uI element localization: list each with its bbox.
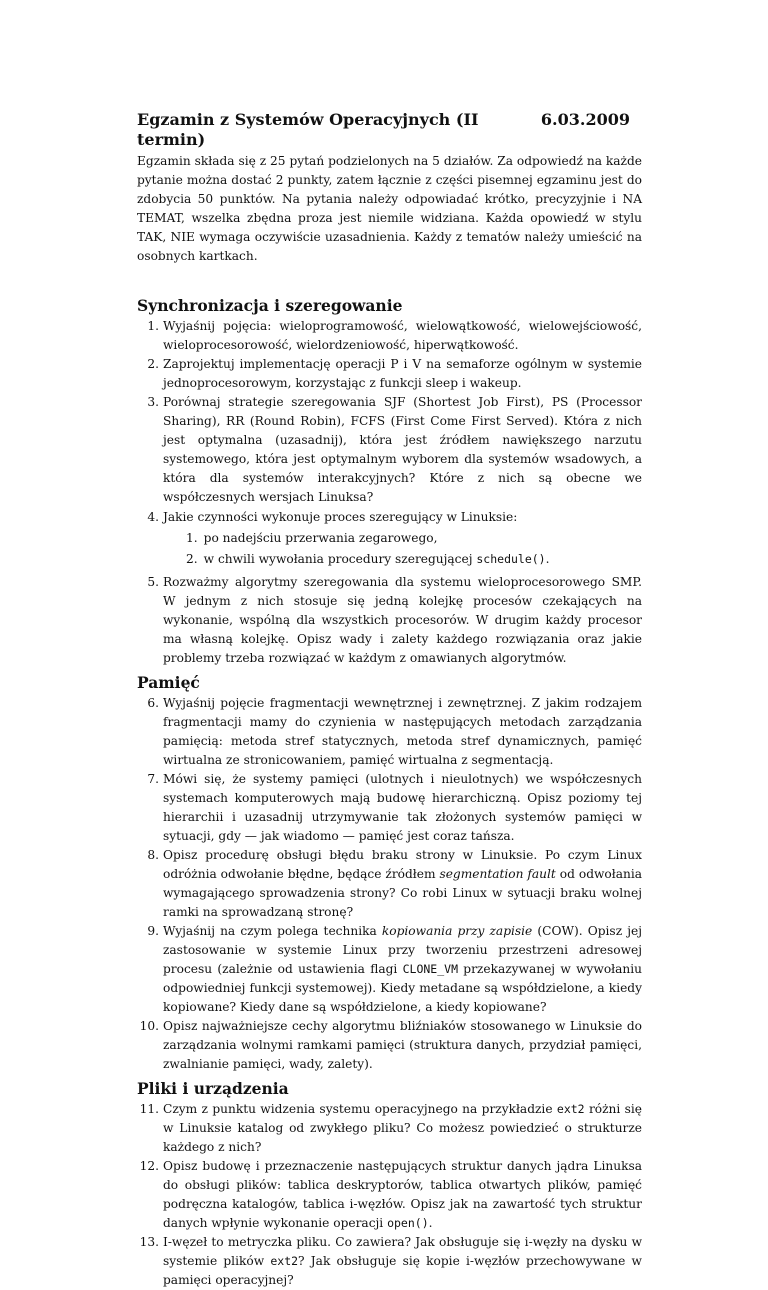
question-number: 11. — [139, 1102, 159, 1116]
question-text: Porównaj strategie szeregowania SJF (Shortest Job First), PS (Processor Sharing), RR (Round Robin), FCFS (First Come First Served). Która z nich jest optymalna (uzasadnij), która jest źródłem nawiększego narzutu systemowego, która jest optymalnym wyborem dla systemów wsadowych, a która dla systemów interakcyjnych? Które z nich są obecne we współczesnych wersjach Linuksa? — [163, 395, 642, 505]
question-4-sub-1 — [186, 529, 437, 548]
question-4-sub-2 — [186, 550, 550, 569]
text-part: ? Jak obsługuje się kopie i-węzłów przechowywane w pamięci operacyjnej? — [163, 1254, 642, 1288]
code-snippet: ext2 — [270, 1254, 299, 1269]
code-snippet: ext2 — [556, 1102, 585, 1116]
question-number: 2. — [147, 357, 159, 371]
question-8 — [137, 846, 642, 922]
question-text: Opisz najważniejsze cechy algorytmu bliźniaków stosowanego w Linuksie do zarządzania wolnymi ramkami pamięci (struktura danych, przydział pamięci, zwalnianie pamięci, wady, zalety). — [163, 1019, 642, 1072]
question-text — [163, 1233, 642, 1290]
section-title-memory: Pamięć — [137, 673, 200, 692]
sub-number: 2. — [186, 552, 198, 566]
sub-text-end: . — [545, 552, 550, 566]
question-text: Jakie czynności wykonuje proces szeregujący w Linuksie: — [163, 510, 518, 524]
text-part: Czym z punktu widzenia systemu operacyjnego na przykładzie — [163, 1102, 557, 1116]
question-1 — [137, 317, 642, 355]
text-part: Wyjaśnij na czym polega technika — [163, 924, 382, 938]
text-part: . — [428, 1216, 433, 1231]
question-4 — [137, 508, 642, 527]
question-text — [163, 1157, 642, 1233]
question-number: 6. — [147, 696, 159, 710]
text-part: przekazywanej w wywołaniu odpowiedniej funkcji systemowej). Kiedy metadane są współdzielone, a kiedy kopiowane? Kiedy dane są współdzielone, a kiedy kopiowane? — [163, 962, 642, 1015]
text-part: (COW). Opisz jej zastosowanie w systemie Linux przy tworzeniu przestrzeni adresowej procesu (zależnie od ustawienia flagi — [163, 924, 642, 977]
question-number: 13. — [139, 1235, 159, 1249]
text-part: różni się w Linuksie katalog od zwykłego pliku? Co możesz powiedzieć o strukturze każdego z nich? — [163, 1102, 642, 1155]
question-11 — [137, 1100, 642, 1157]
term-copy-on-write: kopiowania przy zapisie — [381, 924, 533, 938]
question-number: 5. — [147, 575, 159, 589]
question-5 — [137, 573, 642, 668]
sub-text: w chwili wywołania procedury szeregującej — [203, 552, 477, 566]
sub-number: 1. — [186, 531, 198, 545]
question-text: Zaprojektuj implementację operacji P i V na semaforze ogólnym w systemie jednoprocesorowym, korzystając z funkcji sleep i wakeup. — [163, 357, 642, 391]
text-part: I-węzeł to metryczka pliku. Co zawiera? Jak obsługuje się i-węzły na dysku w systemie plików — [163, 1235, 642, 1269]
intro-paragraph: Egzamin składa się z 25 pytań podzielonych na 5 działów. Za odpowiedź na każde pytanie można dostać 2 punkty, zatem łącznie z części pisemnej egzaminu jest do zdobycia 50 punktów. Na pytania należy odpowiadać krótko, precyzyjnie i NA TEMAT, wszelka zbędna proza jest niemile widziana. Każda opowiedź w stylu TAK, NIE wymaga oczywiście uzasadnienia. Każdy z tematów należy umieścić na osobnych kartkach. — [137, 154, 642, 264]
question-text — [163, 846, 642, 922]
section-title-files: Pliki i urządzenia — [137, 1079, 289, 1098]
question-text — [163, 922, 642, 1017]
question-7 — [137, 770, 642, 846]
question-9 — [137, 922, 642, 1017]
question-number: 1. — [147, 319, 159, 333]
section-title-synchronization: Synchronizacja i szeregowanie — [137, 296, 403, 315]
question-number: 10. — [139, 1019, 159, 1033]
question-number: 4. — [147, 510, 159, 524]
question-number: 12. — [139, 1159, 159, 1173]
question-number: 9. — [147, 924, 159, 938]
exam-title: Egzamin z Systemów Operacyjnych (II termin) — [137, 110, 479, 149]
code-schedule: schedule() — [476, 552, 546, 566]
question-number: 3. — [147, 395, 159, 409]
code-snippet: open() — [387, 1216, 429, 1231]
question-text: Wyjaśnij pojęcia: wieloprogramowość, wielowątkowość, wielowejściowość, wieloprocesorowość, wielordzeniowość, hiperwątkowość. — [163, 319, 642, 353]
question-3 — [137, 393, 642, 508]
question-2 — [137, 355, 642, 393]
text-part: Opisz procedurę obsługi błędu braku strony w Linuksie. Po czym Linux odróżnia odwołanie błędne, będące źródłem — [163, 848, 642, 882]
question-6 — [137, 694, 642, 770]
text-part: od odwołania wymagającego sprowadzenia strony? Co robi Linux w sytuacji braku wolnej ramki na sprowadzaną stronę? — [163, 867, 642, 920]
question-13 — [137, 1233, 642, 1290]
term-segmentation-fault: segmentation fault — [439, 867, 556, 882]
exam-header — [137, 110, 630, 150]
question-text: Rozważmy algorytmy szeregowania dla systemu wieloprocesorowego SMP. W jednym z nich stosuje się jedną kolejkę procesów czekających na wykonanie, wspólną dla wszystkich procesorów. W drugim każdy procesor ma własną kolejkę. Opisz wady i zalety każdego rozwiązania oraz jakie problemy trzeba rozwiązać w każdym z omawianych algorytmów. — [163, 575, 642, 666]
question-12 — [137, 1157, 642, 1233]
exam-date: 6.03.2009 — [540, 110, 630, 129]
sub-text: po nadejściu przerwania zegarowego, — [203, 531, 438, 545]
question-text: Mówi się, że systemy pamięci (ulotnych i nieulotnych) we współczesnych systemach komputerowych mają budowę hierarchiczną. Opisz poziomy tej hierarchii i uzasadnij utrzymywanie tak złożonych systemów pamięci w sytuacji, gdy — jak wiadomo — pamięć jest coraz tańsza. — [163, 772, 642, 844]
question-number: 8. — [147, 848, 159, 862]
question-text: Wyjaśnij pojęcie fragmentacji wewnętrznej i zewnętrznej. Z jakim rodzajem fragmentacji mamy do czynienia w następujących metodach zarządzania pamięcią: metoda stref statycznych, metoda stref dynamicznych, pamięć wirtualna ze stronicowaniem, pamięć wirtualna z segmentacją. — [163, 696, 642, 768]
code-clone-vm: CLONE_VM — [402, 962, 458, 977]
text-part: Opisz budowę i przeznaczenie następujących struktur danych jądra Linuksa do obsługi plików: tablica deskryptorów, tablica otwartych plików, pamięć podręczna katalogów, tablica i-węzłów. Opisz jak na zawartość tych struktur danych wpłynie wykonanie operacji — [163, 1159, 642, 1231]
question-10 — [137, 1017, 642, 1074]
question-number: 7. — [147, 772, 159, 786]
question-text — [163, 1100, 642, 1157]
